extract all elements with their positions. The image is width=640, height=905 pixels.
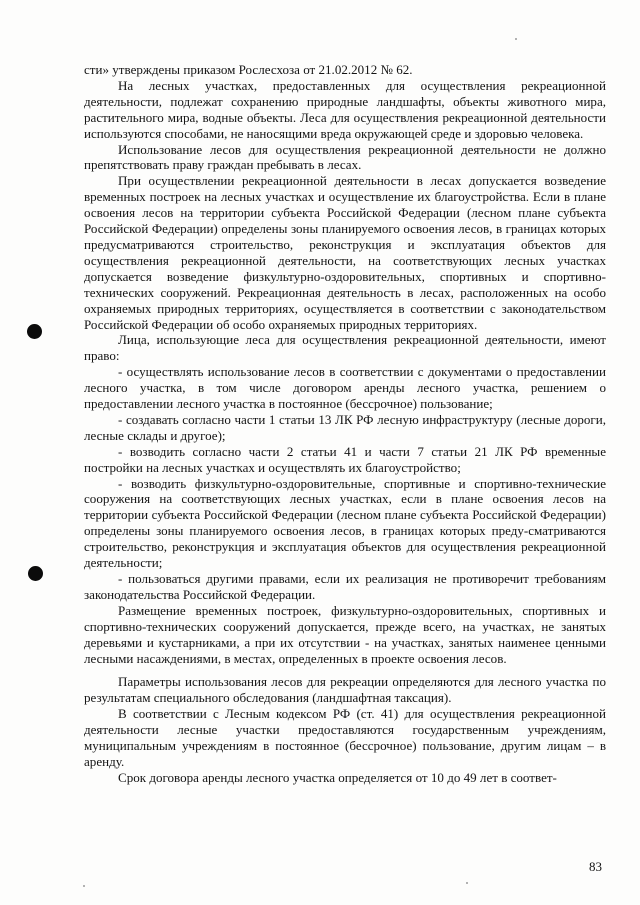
paragraph: Лица, использующие леса для осуществления рекреационной деятельности, имеют право: — [84, 332, 606, 364]
paragraph: При осуществлении рекреационной деятельности в лесах допускается возведение временных построек на лесных участках и осуществление их благоустройства. Если в плане освоения лесов на территории субъекта Российской Федерации (лесном плане субъекта Российской Федерации) определены зоны планируемого освоения лесов, в границах которых предусматриваются строительство, реконструкция и эксплуатация объектов для осуществления рекреационной деятельности, на соответствующих лесных участках допускается возведение физкультурно-оздоровительных, спортивных и спортивно-технических сооружений. Рекреационная деятельность в лесах, расположенных на особо охраняемых природных территориях, осуществляется в соответствии с законодательством Российской Федерации об особо охраняемых природных территориях. — [84, 173, 606, 332]
list-item: - создавать согласно части 1 статьи 13 ЛК РФ лесную инфраструктуру (лесные дороги, лесные склады и другое); — [84, 411, 606, 443]
paragraph: Параметры использования лесов для рекреации определяются для лесного участка по результатам специального обследования (ландшафтная таксация). — [84, 674, 606, 706]
list-item: - пользоваться другими правами, если их реализация не противоречит требованиям законодательства Российской Федерации. — [84, 571, 606, 602]
punch-hole-mark — [28, 566, 43, 581]
paragraph: Использование лесов для осуществления рекреационной деятельности не должно препятствовать праву граждан пребывать в лесах. — [84, 141, 606, 173]
punch-hole-mark — [27, 324, 42, 339]
list-item: - возводить физкультурно-оздоровительные, спортивные и спортивно-технические сооружения на соответствующих лесных участках, если в плане освоения лесов на территории субъекта Российской Федерации (лесном плане субъекта Российской Федерации) определены зоны планируемого освоения лесов, в границах которых преду-сматриваются строительство, реконструкция и эксплуатация объектов для осуществления рекреационной деятельности; — [84, 475, 606, 571]
page-number: 83 — [589, 859, 602, 874]
scan-speck — [515, 38, 517, 40]
paragraph: сти» утверждены приказом Рослесхоза от 21.02.2012 № 62. — [84, 62, 413, 77]
paragraph: В соответствии с Лесным кодексом РФ (ст. 41) для осуществления рекреационной деятельности лесные участки предоставляются государственным учреждениям, муниципальным учреждениям в постоянное (бессрочное) пользование, другим лицам – в аренду. — [84, 706, 606, 769]
body-text — [84, 62, 606, 786]
paragraph: На лесных участках, предоставленных для осуществления рекреационной деятельности, подлежат сохранению природные ландшафты, объекты животного мира, растительного мира, водные объекты. Леса для осуществления рекреационной деятельности используются способами, не наносящими вреда окружающей среде и здоровью человека. — [84, 77, 606, 141]
paragraph: Срок договора аренды лесного участка определяется от 10 до 49 лет в соответ- — [118, 769, 557, 785]
scan-speck — [466, 882, 468, 884]
paragraph: Размещение временных построек, физкультурно-оздоровительных, спортивных и спортивно-технических сооружений допускается, прежде всего, на участках, не занятых деревьями и кустарниками, а при их отсутствии - на участках, занятых наименее ценными лесными насаждениями, в местах, определенных в проекте освоения лесов. — [84, 602, 606, 666]
list-item: - возводить согласно части 2 статьи 41 и части 7 статьи 21 ЛК РФ временные постройки на лесных участках и осуществлять их благоустройство; — [84, 443, 606, 475]
list-item: - осуществлять использование лесов в соответствии с документами о предоставлении лесного участка, в том числе договором аренды лесного участка, решением о предоставлении лесного участка в постоянное (бессрочное) пользование; — [84, 364, 606, 412]
scan-speck — [83, 885, 85, 887]
